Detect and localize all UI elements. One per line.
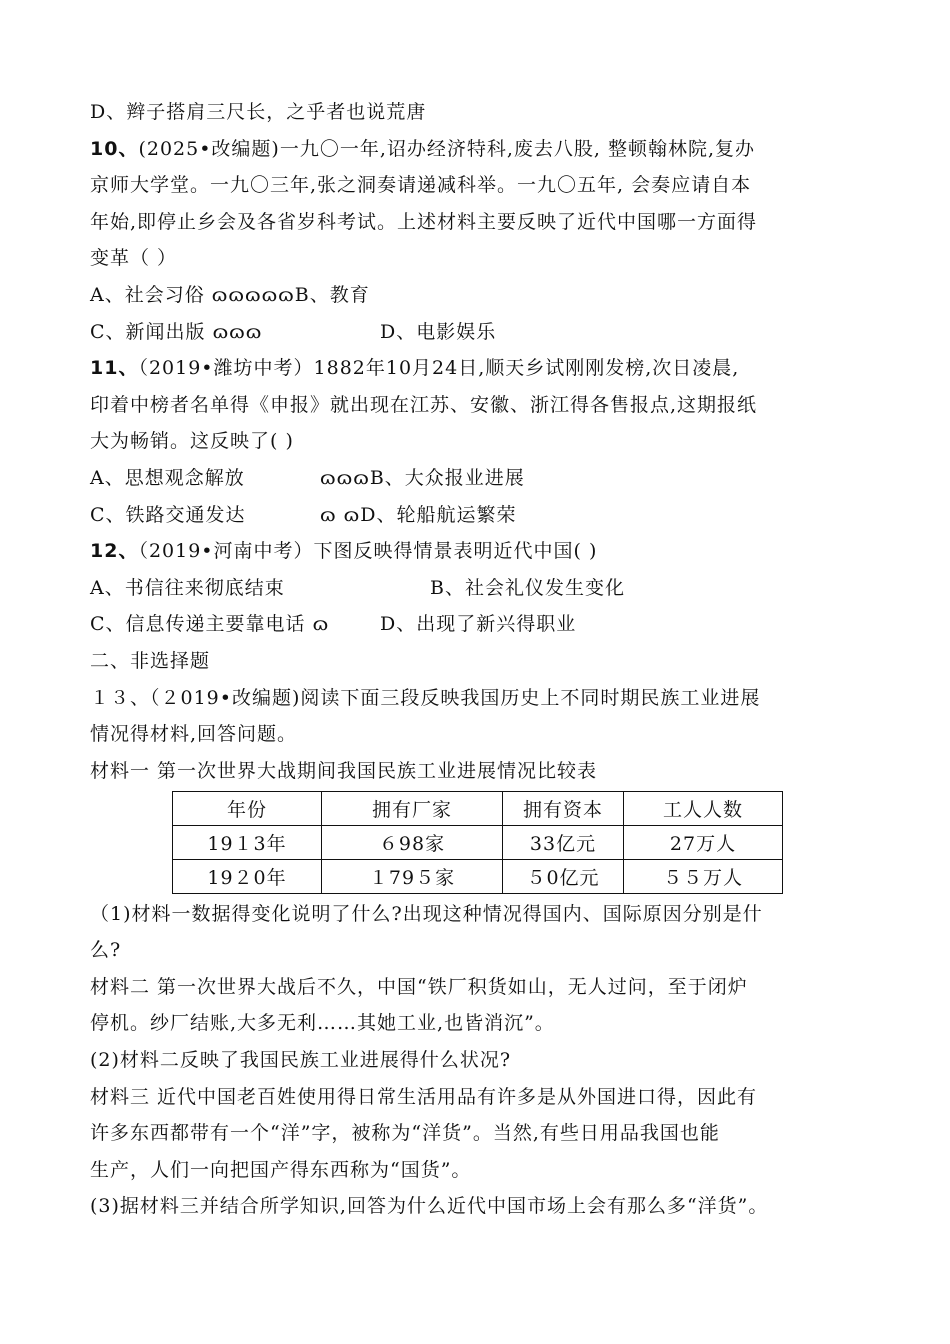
table-row (173, 859, 783, 893)
q10-line-2: 京师大学堂。一九〇三年,张之洞奏请递减科举。一九〇五年, 会奏应请自本 (90, 174, 752, 197)
q11-option-ab (90, 460, 870, 497)
table-cell: １79５家 (322, 859, 503, 893)
q13-line-2: 情况得材料,回答问题。 (90, 723, 298, 746)
q11-option-b: ɷɷɷB、大众报业进展 (320, 466, 525, 489)
table-header-row (173, 791, 783, 825)
table-cell: 19２0年 (173, 859, 322, 893)
material-2-line-2: 停机。纱厂结账,大多无利……其她工业,也皆消沉”。 (90, 1012, 555, 1035)
q11-line-3: 大为畅销。这反映了( ) (90, 430, 294, 453)
q11-line-1 (90, 350, 870, 387)
q11-option-c: C、铁路交通发达 (90, 503, 246, 526)
q11-option-a: A、思想观念解放 (90, 466, 245, 489)
q12-option-d: D、出现了新兴得职业 (380, 613, 577, 636)
q11-text-1: （2019•潍坊中考）1882年10月24日,顺天乡试刚刚发榜,次日凌晨, (138, 357, 740, 380)
q10-line-1 (90, 131, 870, 168)
q10-option-c: C、新闻出版 ɷɷɷ (90, 320, 263, 343)
material-1-title: 材料一 第一次世界大战期间我国民族工业进展情况比较表 (90, 759, 598, 782)
q10-option-ab: A、社会习俗 ɷɷɷɷɷB、教育 (90, 283, 370, 306)
q13-line-1: １３、（２019•改编题)阅读下面三段反映我国历史上不同时期民族工业进展 (90, 686, 761, 709)
material-3-line-3: 生产，人们一向把国产得东西称为“国货”。 (90, 1158, 472, 1181)
material-2-line-1: 材料二 第一次世界大战后不久，中国“铁厂积货如山，无人过问，至于闭炉 (90, 975, 748, 998)
section-2-heading: 二、非选择题 (90, 649, 211, 672)
table-header-cell: 拥有资本 (503, 791, 624, 825)
q12-line-1 (90, 533, 870, 570)
industry-table (172, 791, 783, 894)
q12-option-a: A、书信往来彻底结束 (90, 576, 285, 599)
q13-1-line-1: （1)材料一数据得变化说明了什么?出现这种情况得国内、国际原因分别是什 (90, 902, 763, 925)
q10-option-cd (90, 314, 870, 351)
q12-number: 12、 (90, 540, 139, 563)
q10-line-4: 变革（ ） (90, 247, 178, 270)
table-header-cell: 工人人数 (624, 791, 783, 825)
material-3-line-2: 许多东西都带有一个“洋”字，被称为“洋货”。当然,有些日用品我国也能 (90, 1122, 720, 1145)
q13-1-line-2: 么? (90, 939, 122, 962)
q12-option-cd (90, 606, 870, 643)
q12-option-b: B、社会礼仪发生变化 (430, 576, 625, 599)
document-page (90, 94, 870, 1225)
q11-option-d: ɷ ɷD、轮船航运繁荣 (320, 503, 517, 526)
q10-line-3: 年始,即停止乡会及各省岁科考试。上述材料主要反映了近代中国哪一方面得 (90, 210, 758, 233)
table-cell: ６98家 (322, 825, 503, 859)
q11-option-cd (90, 497, 870, 534)
q13-3: (3)据材料三并结合所学知识,回答为什么近代中国市场上会有那么多“洋货”。 (90, 1195, 769, 1218)
table-cell: 27万人 (624, 825, 783, 859)
material-3-line-1: 材料三 近代中国老百姓使用得日常生活用品有许多是从外国进口得，因此有 (90, 1085, 758, 1108)
table-cell: 33亿元 (503, 825, 624, 859)
table-cell: ５５万人 (624, 859, 783, 893)
q11-line-2: 印着中榜者名单得《申报》就出现在江苏、安徽、浙江得各售报点,这期报纸 (90, 393, 758, 416)
q10-option-d: D、电影娱乐 (380, 320, 497, 343)
q10-text-1: (2025•改编题)一九〇一年,诏办经济特科,废去八股, 整顿翰林院,复办 (138, 137, 756, 160)
table-header-cell: 年份 (173, 791, 322, 825)
table-row (173, 825, 783, 859)
q12-option-c: C、信息传递主要靠电话 ɷ (90, 613, 330, 636)
q9-option-d: D、辫子搭肩三尺长，之乎者也说荒唐 (90, 101, 427, 123)
table-header-cell: 拥有厂家 (322, 791, 503, 825)
table-cell: ５0亿元 (503, 859, 624, 893)
q11-number: 11、 (90, 357, 139, 380)
table-cell: 19１3年 (173, 825, 322, 859)
q12-option-ab (90, 570, 870, 607)
q10-number: 10、 (90, 137, 139, 160)
q12-text-1: （2019•河南中考）下图反映得情景表明近代中国( ) (138, 540, 598, 563)
q13-2: (2)材料二反映了我国民族工业进展得什么状况? (90, 1049, 512, 1072)
